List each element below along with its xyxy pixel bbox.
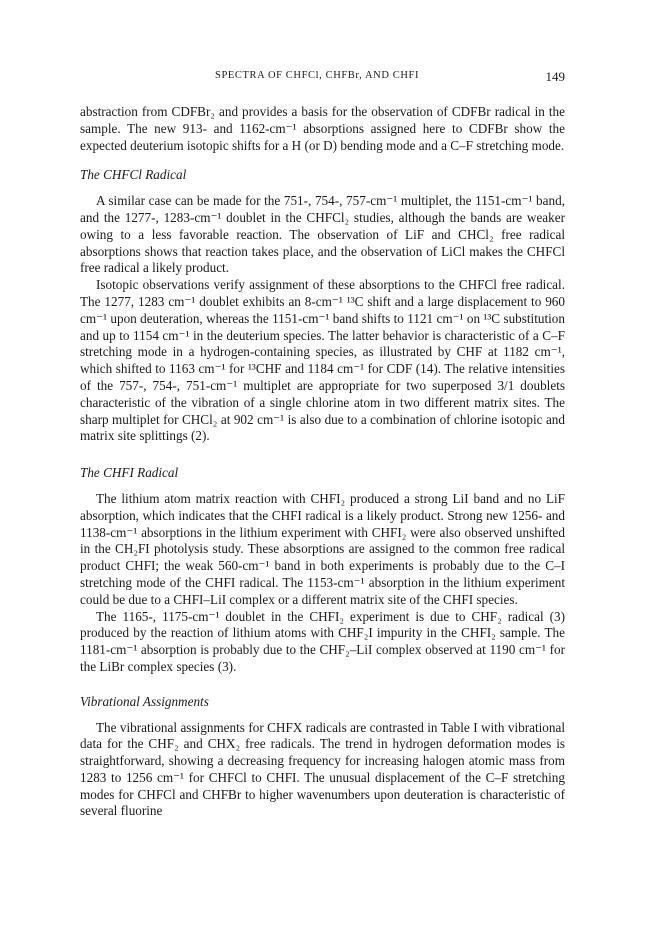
running-head bbox=[80, 70, 565, 86]
vibrational-paragraph-1: The vibrational assignments for CHFX radicals are contrasted in Table I with vibrational data for the CHF₂ and CHX₂ free radicals. The trend in hydrogen deformation modes is straightforward, showing a decreasing frequency for increasing halogen atomic mass from 1283 to 1256 cm⁻¹ for CHFCl to CHFI. The unusual displacement of the C–F stretching modes for CHFCl and CHFBr to higher wavenumbers upon deuteration is characteristic of several fluorine bbox=[80, 719, 565, 819]
chfcl-paragraph-1: A similar case can be made for the 751-, 754-, 757-cm⁻¹ multiplet, the 1151-cm⁻¹ band, and the 1277-, 1283-cm⁻¹ doublet in the CHFCl₂ studies, although the bands are weaker owing to a less favorable reaction. The observation of LiF and CHCl₂ free radical absorptions shows that reaction takes place, and the observation of LiCl makes the CHFCl free radical a likely product. bbox=[80, 193, 565, 276]
section-heading-chfcl: The CHFCl Radical bbox=[80, 167, 187, 183]
opening-paragraph: abstraction from CDFBr₂ and provides a basis for the observation of CDFBr radical in the sample. The new 913- and 1162-cm⁻¹ absorptions assigned here to CDFBr show the expected deuterium isotopic shifts for a H (or D) bending mode and a C–F stretching mode. bbox=[80, 104, 565, 153]
article-body bbox=[80, 104, 565, 820]
section-heading-chfi: The CHFI Radical bbox=[80, 465, 179, 481]
page-number: 149 bbox=[545, 69, 565, 84]
section-heading-vibrational: Vibrational Assignments bbox=[80, 693, 209, 709]
chfi-paragraph-2: The 1165-, 1175-cm⁻¹ doublet in the CHFI₂ experiment is due to CHF₂ radical (3) produced by the reaction of lithium atoms with CHF₂I impurity in the CHFI₂ sample. The 1181-cm⁻¹ absorption is probably due to the CHF₂–LiI complex observed at 1190 cm⁻¹ for the LiBr complex species (3). bbox=[80, 608, 565, 674]
chfi-paragraph-1: The lithium atom matrix reaction with CHFI₂ produced a strong LiI band and no LiF absorption, which indicates that the CHFI radical is a likely product. Strong new 1256- and 1138-cm⁻¹ absorptions in the lithium experiment with CHFI₂ were also observed unshifted in the CH₂FI photolysis study. These absorptions are assigned to the common free radical product CHFI; the weak 560-cm⁻¹ band in both experiments is probably due to the C–I stretching mode of the CHFI radical. The 1153-cm⁻¹ absorption in the lithium experiment could be due to a CHFI–LiI complex or a different matrix site of the CHFI species. bbox=[80, 490, 565, 607]
running-title: SPECTRA OF CHFCl, CHFBr, AND CHFI bbox=[215, 70, 420, 81]
chfcl-paragraph-2: Isotopic observations verify assignment of these absorptions to the CHFCl free radical. The 1277, 1283 cm⁻¹ doublet exhibits an 8-cm⁻¹ ¹³C shift and a large displacement to 960 cm⁻¹ upon deuteration, whereas the 1151-cm⁻¹ band shifts to 1121 cm⁻¹ on ¹³C substitution and up to 1154 cm⁻¹ in the deuterium species. The latter behavior is characteristic of a C–F stretching mode in a hydrogen-containing species, as illustrated by CHF at 1182 cm⁻¹, which shifted to 1163 cm⁻¹ for ¹³CHF and 1184 cm⁻¹ for CDF (14). The relative intensities of the 757-, 754-, 751-cm⁻¹ multiplet are appropriate for two superposed 3/1 doublets characteristic of the vibration of a single chlorine atom in two different matrix sites. The sharp multiplet for CHCl₂ at 902 cm⁻¹ is also due to a combination of chlorine isotopic and matrix site splittings (2). bbox=[80, 277, 565, 444]
